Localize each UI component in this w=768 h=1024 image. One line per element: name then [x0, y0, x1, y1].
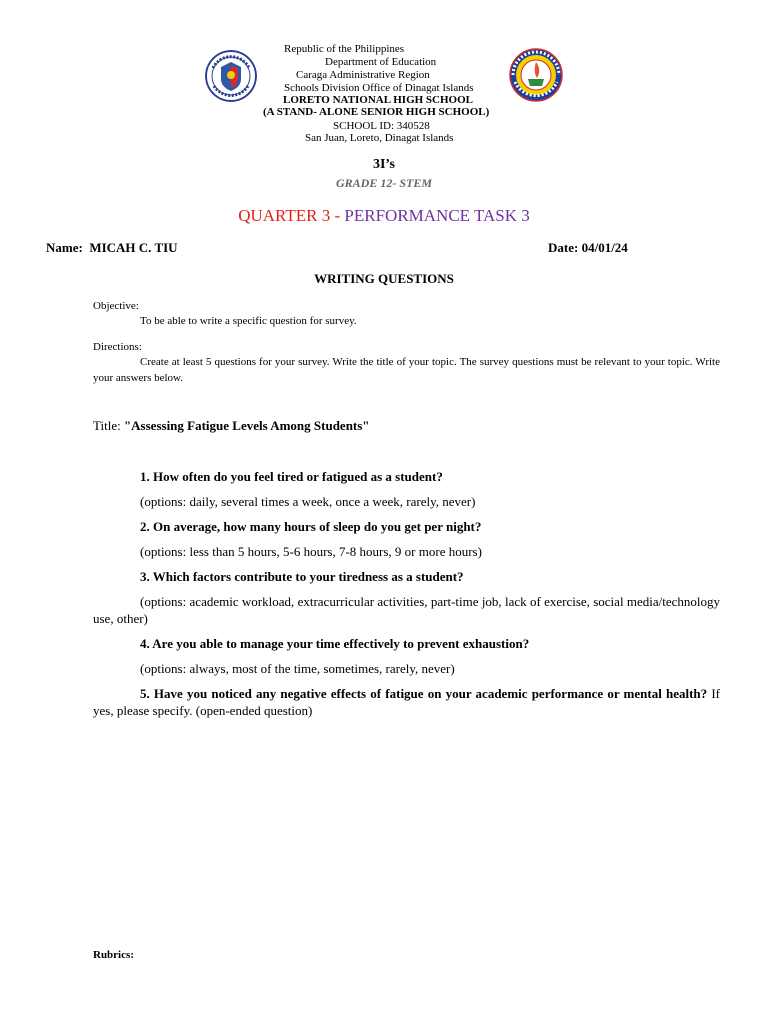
directions-label: Directions: — [93, 341, 142, 353]
question-5 — [93, 685, 720, 719]
question-4-options: (options: always, most of the time, sometimes, rarely, never) — [140, 661, 455, 676]
question-2-options: (options: less than 5 hours, 5-6 hours, 7-8 hours, 9 or more hours) — [140, 544, 482, 559]
date-label: Date: — [548, 240, 579, 255]
school-seal-icon — [509, 48, 563, 102]
quarter-label: QUARTER 3 — [238, 206, 331, 225]
objective-text: To be able to write a specific question for survey. — [140, 315, 357, 327]
letterhead-school-name: LORETO NATIONAL HIGH SCHOOL — [283, 94, 473, 106]
date-field — [548, 240, 628, 256]
letterhead-division: Schools Division Office of Dinagat Islands — [284, 82, 474, 94]
date-value: 04/01/24 — [581, 240, 628, 255]
letterhead-department: Department of Education — [325, 56, 437, 68]
grade-label: GRADE 12- STEM — [335, 176, 433, 190]
name-label: Name: — [46, 240, 83, 255]
name-field — [46, 240, 178, 256]
letterhead-region: Caraga Administrative Region — [296, 69, 430, 81]
question-4: 4. Are you able to manage your time effectively to prevent exhaustion? — [140, 636, 530, 651]
section-title: WRITING QUESTIONS — [314, 271, 454, 286]
survey-title-label: Title: — [93, 418, 124, 433]
letterhead-address: San Juan, Loreto, Dinagat Islands — [305, 132, 454, 144]
subject-label: 3I’s — [372, 157, 396, 172]
deped-seal-icon — [205, 50, 257, 102]
survey-title-value: "Assessing Fatigue Levels Among Students" — [123, 418, 370, 433]
quarter-separator: - — [330, 206, 345, 225]
performance-task-label: PERFORMANCE TASK 3 — [344, 206, 530, 225]
question-1: 1. How often do you feel tired or fatigued as a student? — [140, 469, 443, 484]
task-heading — [0, 206, 768, 226]
letterhead-school-type: (A STAND- ALONE SENIOR HIGH SCHOOL) — [263, 106, 490, 118]
question-3-options: (options: academic workload, extracurricular activities, part-time job, lack of exercise, social media/technology use, other) — [93, 594, 720, 626]
rubrics-label: Rubrics: — [93, 949, 134, 961]
directions-text: Create at least 5 questions for your survey. Write the title of your topic. The survey questions must be relevant to your topic. Write your answers below. — [93, 356, 720, 384]
student-name: MICAH C. TIU — [89, 240, 178, 255]
question-1-options: (options: daily, several times a week, once a week, rarely, never) — [140, 494, 476, 509]
question-2: 2. On average, how many hours of sleep do you get per night? — [140, 519, 482, 534]
objective-label: Objective: — [93, 300, 139, 312]
question-3: 3. Which factors contribute to your tiredness as a student? — [140, 569, 464, 584]
letterhead-school-id: SCHOOL ID: 340528 — [333, 120, 430, 132]
question-5-options: If yes, please specify. (open-ended question) — [93, 686, 720, 718]
survey-title — [93, 418, 370, 434]
letterhead-republic: Republic of the Philippines — [284, 43, 405, 55]
question-5-text: 5. Have you noticed any negative effects of fatigue on your academic performance or mental health? — [140, 686, 708, 701]
